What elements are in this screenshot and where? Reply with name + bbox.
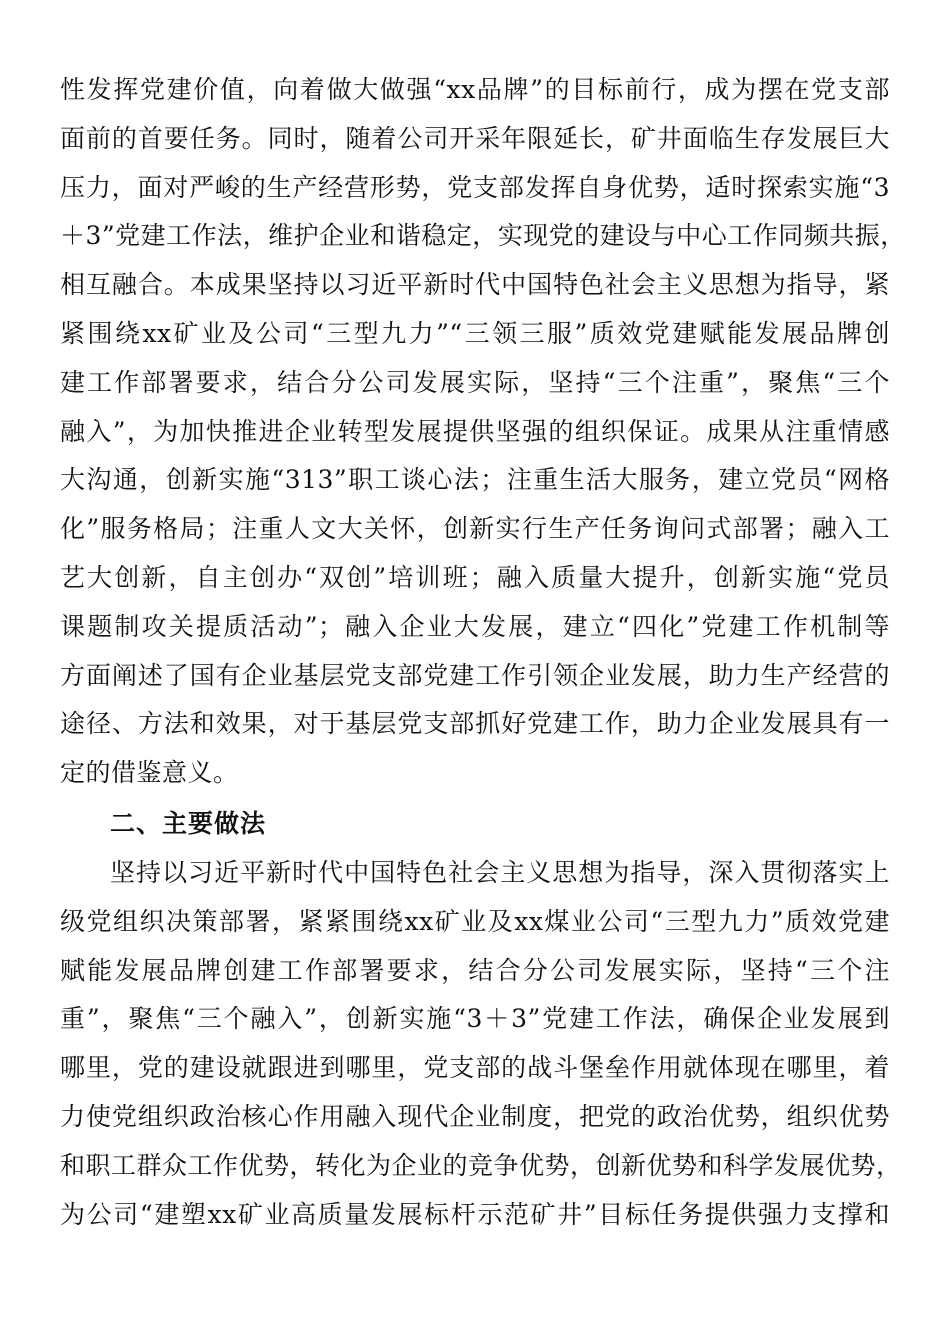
text-line: 艺大创新，自主创办“双创”培训班；融入质量大提升，创新实施“党员 <box>60 562 890 592</box>
text-line: 哪里，党的建设就跟进到哪里，党支部的战斗堡垒作用就体现在哪里，着 <box>60 1053 890 1083</box>
text-line: 性发挥党建价值，向着做大做强“xx品牌”的目标前行，成为摆在党支部 <box>60 75 890 104</box>
text-line: 途径、方法和效果，对于基层党支部抓好党建工作，助力企业发展具有一 <box>60 709 890 739</box>
text-line: 重”，聚焦“三个融入”，创新实施“3＋3”党建工作法，确保企业发展到 <box>60 1004 890 1034</box>
text-line: 面前的首要任务。同时，随着公司开采年限延长，矿井面临生存发展巨大 <box>60 123 890 153</box>
text-line: 级党组织决策部署，紧紧围绕xx矿业及xx煤业公司“三型九力”质效党建 <box>60 906 890 936</box>
text-line: 定的借鉴意义。 <box>60 758 239 788</box>
text-line: 和职工群众工作优势，转化为企业的竞争优势，创新优势和科学发展优势， <box>60 1150 902 1180</box>
text-line: 力使党组织政治核心作用融入现代企业制度，把党的政治优势，组织优势 <box>60 1101 890 1131</box>
text-line: 赋能发展品牌创建工作部署要求，结合分公司发展实际，坚持“三个注 <box>60 955 890 985</box>
text-line: 紧围绕xx矿业及公司“三型九力”“三领三服”质效党建赋能发展品牌创 <box>60 318 890 348</box>
text-line: 压力，面对严峻的生产经营形势，党支部发挥自身优势，适时探索实施“3 <box>60 172 890 202</box>
text-line: 为公司“建塑xx矿业高质量发展标杆示范矿井”目标任务提供强力支撑和 <box>60 1199 890 1229</box>
document-page <box>60 66 906 1239</box>
text-line: 大沟通，创新实施“313”职工谈心法；注重生活大服务，建立党员“网格 <box>60 465 890 495</box>
text-line: 融入”，为加快推进企业转型发展提供坚强的组织保证。成果从注重情感 <box>60 416 890 446</box>
text-line: 相互融合。本成果坚持以习近平新时代中国特色社会主义思想为指导，紧 <box>60 270 890 300</box>
text-line: 化”服务格局；注重人文大关怀，创新实行生产任务询问式部署；融入工 <box>60 514 890 544</box>
paragraph-main-approach <box>60 849 902 1239</box>
paragraph-summary <box>60 66 906 798</box>
text-line: 坚持以习近平新时代中国特色社会主义思想为指导，深入贯彻落实上 <box>110 857 890 887</box>
text-line: 方面阐述了国有企业基层党支部党建工作引领企业发展，助力生产经营的 <box>60 660 890 690</box>
text-line: ＋3”党建工作法，维护企业和谐稳定，实现党的建设与中心工作同频共振， <box>60 221 906 251</box>
text-line: 建工作部署要求，结合分公司发展实际，坚持“三个注重”，聚焦“三个 <box>60 367 890 397</box>
section-heading: 二、主要做法 <box>110 808 267 838</box>
text-line: 课题制攻关提质活动”；融入企业大发展，建立“四化”党建工作机制等 <box>60 611 890 641</box>
